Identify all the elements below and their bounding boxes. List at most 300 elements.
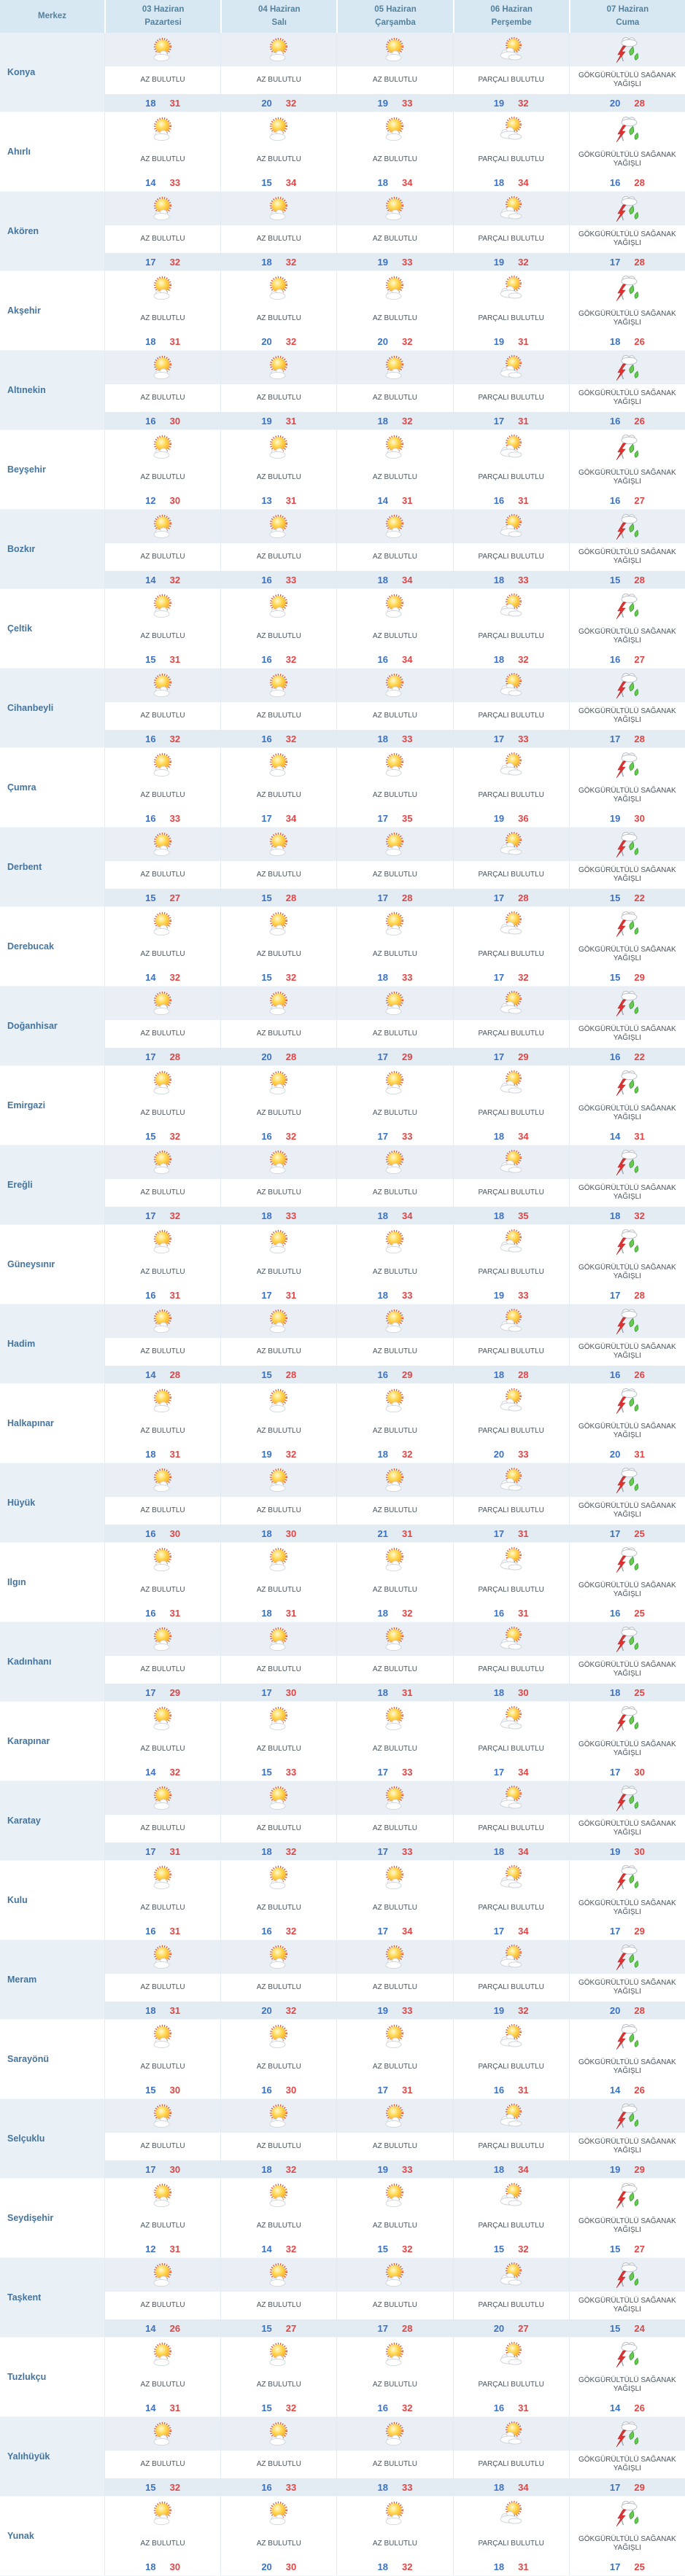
forecast-day-cell xyxy=(220,669,336,747)
day-name: Cuma xyxy=(616,17,640,27)
condition-label: PARÇALI BULUTLU xyxy=(454,543,569,571)
max-temperature: 30 xyxy=(169,2084,181,2096)
condition-label: GÖKGÜRÜLTÜLÜ SAĞANAK YAĞIŞLI xyxy=(570,2371,685,2399)
temperature-pair xyxy=(454,1763,569,1781)
max-temperature: 34 xyxy=(518,176,529,188)
temperature-pair xyxy=(337,1922,452,1939)
temperature-pair xyxy=(570,1842,685,1860)
temperature-pair xyxy=(454,1445,569,1463)
condition-label: PARÇALI BULUTLU xyxy=(454,941,569,968)
max-temperature: 33 xyxy=(169,812,181,824)
temperature-pair xyxy=(105,491,220,509)
min-temperature: 19 xyxy=(493,335,505,347)
forecast-day-cell xyxy=(220,351,336,429)
parcali-bulutlu-icon xyxy=(498,1468,525,1493)
temperature-pair xyxy=(105,1445,220,1463)
condition-label: GÖKGÜRÜLTÜLÜ SAĞANAK YAĞIŞLI xyxy=(570,1497,685,1525)
max-temperature: 29 xyxy=(634,2163,645,2175)
max-temperature: 32 xyxy=(285,2004,297,2016)
temperature-pair xyxy=(221,2399,336,2416)
forecast-day-cell xyxy=(569,2497,685,2575)
table-row xyxy=(0,2099,685,2179)
condition-label: AZ BULUTLU xyxy=(105,1020,220,1048)
max-temperature: 33 xyxy=(285,574,297,585)
az-bulutlu-icon xyxy=(150,594,176,618)
gokgurultulu-saganak-icon xyxy=(614,1705,641,1732)
min-temperature: 18 xyxy=(609,335,621,347)
az-bulutlu-icon xyxy=(150,1070,176,1095)
min-temperature: 17 xyxy=(145,1686,156,1698)
condition-label: AZ BULUTLU xyxy=(105,861,220,889)
min-temperature: 19 xyxy=(261,1448,272,1460)
max-temperature: 30 xyxy=(169,494,181,506)
min-temperature: 17 xyxy=(377,812,388,824)
az-bulutlu-icon xyxy=(266,1070,292,1095)
temperature-pair xyxy=(221,1525,336,1542)
min-temperature: 18 xyxy=(377,1289,388,1301)
condition-label: PARÇALI BULUTLU xyxy=(454,2053,569,2081)
condition-label: PARÇALI BULUTLU xyxy=(454,1417,569,1445)
forecast-day-cell xyxy=(453,2417,569,2496)
temperature-pair xyxy=(105,2081,220,2098)
forecast-day-cell xyxy=(104,1940,220,2019)
min-temperature: 18 xyxy=(493,653,505,665)
min-temperature: 14 xyxy=(377,494,388,506)
min-temperature: 15 xyxy=(261,971,272,983)
min-temperature: 14 xyxy=(145,971,156,983)
az-bulutlu-icon xyxy=(266,673,292,698)
min-temperature: 14 xyxy=(145,1369,156,1380)
temperature-pair xyxy=(337,2478,452,2496)
gokgurultulu-saganak-icon xyxy=(614,2340,641,2368)
max-temperature: 33 xyxy=(518,733,529,744)
district-cell xyxy=(0,1940,104,2019)
max-temperature: 25 xyxy=(634,1528,645,1539)
max-temperature: 32 xyxy=(285,1448,297,1460)
condition-label: AZ BULUTLU xyxy=(221,305,336,332)
table-row xyxy=(0,1940,685,2020)
max-temperature: 28 xyxy=(518,892,529,903)
forecast-day-cell xyxy=(220,2099,336,2178)
day-date: 06 Haziran xyxy=(490,4,533,14)
condition-label: AZ BULUTLU xyxy=(337,2451,452,2478)
max-temperature: 32 xyxy=(169,971,181,983)
temperature-pair xyxy=(221,571,336,588)
forecast-day-cell xyxy=(569,2417,685,2496)
district-cell xyxy=(0,1861,104,1939)
temperature-pair xyxy=(454,2160,569,2178)
district-cell xyxy=(0,33,104,112)
max-temperature: 32 xyxy=(285,733,297,744)
forecast-day-cell xyxy=(336,1225,452,1304)
gokgurultulu-saganak-icon xyxy=(614,195,641,222)
temperature-pair xyxy=(454,1048,569,1065)
min-temperature: 17 xyxy=(609,1289,621,1301)
az-bulutlu-icon xyxy=(150,1150,176,1175)
condition-label: PARÇALI BULUTLU xyxy=(454,861,569,889)
forecast-day-cell xyxy=(336,2099,452,2178)
temperature-pair xyxy=(105,2558,220,2575)
condition-label: AZ BULUTLU xyxy=(337,1258,452,1286)
temperature-pair xyxy=(105,2319,220,2337)
max-temperature: 32 xyxy=(634,1210,645,1221)
table-row xyxy=(0,1384,685,1463)
max-temperature: 26 xyxy=(634,2402,645,2413)
condition-label: GÖKGÜRÜLTÜLÜ SAĞANAK YAĞIŞLI xyxy=(570,1815,685,1842)
min-temperature: 20 xyxy=(377,335,388,347)
condition-label: AZ BULUTLU xyxy=(105,2292,220,2319)
condition-label: AZ BULUTLU xyxy=(337,2053,452,2081)
district-name: Çumra xyxy=(7,782,36,793)
condition-label: AZ BULUTLU xyxy=(105,1179,220,1207)
district-cell xyxy=(0,2179,104,2257)
forecast-day-cell xyxy=(104,33,220,112)
min-temperature: 13 xyxy=(261,494,272,506)
district-cell xyxy=(0,1463,104,1542)
forecast-day-cell xyxy=(453,2497,569,2575)
condition-label: AZ BULUTLU xyxy=(337,1894,452,1922)
forecast-day-cell xyxy=(336,589,452,668)
max-temperature: 28 xyxy=(169,1369,181,1380)
table-row xyxy=(0,1463,685,1543)
forecast-day-cell xyxy=(336,1066,452,1145)
condition-label: AZ BULUTLU xyxy=(105,1100,220,1127)
az-bulutlu-icon xyxy=(266,911,292,936)
min-temperature: 16 xyxy=(261,1925,272,1937)
temperature-pair xyxy=(337,1525,452,1542)
max-temperature: 32 xyxy=(285,653,297,665)
az-bulutlu-icon xyxy=(266,594,292,618)
parcali-bulutlu-icon xyxy=(498,991,525,1016)
condition-label: AZ BULUTLU xyxy=(337,1576,452,1604)
table-body xyxy=(0,33,685,2576)
temperature-pair xyxy=(105,1525,220,1542)
forecast-day-cell xyxy=(336,1622,452,1701)
parcali-bulutlu-icon xyxy=(498,673,525,698)
district-name: Selçuklu xyxy=(7,2133,45,2144)
max-temperature: 31 xyxy=(285,1289,297,1301)
max-temperature: 30 xyxy=(634,1845,645,1857)
condition-label: AZ BULUTLU xyxy=(221,66,336,94)
az-bulutlu-icon xyxy=(266,276,292,300)
min-temperature: 17 xyxy=(493,1051,505,1062)
min-temperature: 18 xyxy=(377,2561,388,2572)
min-temperature: 16 xyxy=(609,176,621,188)
gokgurultulu-saganak-icon xyxy=(614,592,641,620)
max-temperature: 27 xyxy=(634,494,645,506)
forecast-day-cell xyxy=(104,669,220,747)
condition-label: AZ BULUTLU xyxy=(221,1100,336,1127)
forecast-day-cell xyxy=(336,987,452,1065)
temperature-pair xyxy=(337,650,452,668)
district-cell xyxy=(0,987,104,1065)
forecast-day-cell xyxy=(569,1384,685,1463)
condition-label: GÖKGÜRÜLTÜLÜ SAĞANAK YAĞIŞLI xyxy=(570,225,685,253)
condition-label: PARÇALI BULUTLU xyxy=(454,2292,569,2319)
condition-label: AZ BULUTLU xyxy=(337,1338,452,1366)
min-temperature: 17 xyxy=(493,971,505,983)
column-header-day-5 xyxy=(569,0,685,33)
max-temperature: 28 xyxy=(401,2322,413,2334)
min-temperature: 15 xyxy=(261,892,272,903)
gokgurultulu-saganak-icon xyxy=(614,1466,641,1494)
temperature-pair xyxy=(337,1207,452,1224)
condition-label: PARÇALI BULUTLU xyxy=(454,1735,569,1763)
district-name: Konya xyxy=(7,67,36,77)
max-temperature: 34 xyxy=(401,1210,413,1221)
condition-label: AZ BULUTLU xyxy=(337,702,452,730)
condition-label: AZ BULUTLU xyxy=(105,1417,220,1445)
temperature-pair xyxy=(105,2478,220,2496)
forecast-day-cell xyxy=(220,510,336,588)
forecast-day-cell xyxy=(569,1940,685,2019)
forecast-day-cell xyxy=(336,1463,452,1542)
gokgurultulu-saganak-icon xyxy=(614,115,641,143)
min-temperature: 15 xyxy=(609,971,621,983)
condition-label: AZ BULUTLU xyxy=(221,2530,336,2558)
parcali-bulutlu-icon xyxy=(498,1229,525,1254)
max-temperature: 28 xyxy=(285,892,297,903)
table-row xyxy=(0,1066,685,1145)
az-bulutlu-icon xyxy=(382,2421,408,2446)
max-temperature: 31 xyxy=(169,1448,181,1460)
condition-label: GÖKGÜRÜLTÜLÜ SAĞANAK YAĞIŞLI xyxy=(570,2133,685,2160)
forecast-day-cell xyxy=(569,748,685,827)
max-temperature: 33 xyxy=(401,97,413,109)
condition-label: AZ BULUTLU xyxy=(105,2530,220,2558)
max-temperature: 31 xyxy=(169,653,181,665)
min-temperature: 16 xyxy=(609,1607,621,1619)
temperature-pair xyxy=(454,2081,569,2098)
min-temperature: 16 xyxy=(145,733,156,744)
max-temperature: 34 xyxy=(285,176,297,188)
max-temperature: 31 xyxy=(169,1845,181,1857)
forecast-day-cell xyxy=(336,2258,452,2337)
condition-label: PARÇALI BULUTLU xyxy=(454,1020,569,1048)
district-cell xyxy=(0,907,104,986)
forecast-day-cell xyxy=(220,1861,336,1939)
forecast-day-cell xyxy=(220,1145,336,1224)
forecast-day-cell xyxy=(104,1702,220,1781)
condition-label: AZ BULUTLU xyxy=(337,623,452,650)
day-name: Salı xyxy=(271,17,287,27)
forecast-day-cell xyxy=(220,1702,336,1781)
min-temperature: 16 xyxy=(261,733,272,744)
max-temperature: 35 xyxy=(401,812,413,824)
max-temperature: 24 xyxy=(634,2322,645,2334)
condition-label: AZ BULUTLU xyxy=(105,543,220,571)
temperature-pair xyxy=(454,650,569,668)
min-temperature: 14 xyxy=(609,2084,621,2096)
day-name: Pazartesi xyxy=(144,17,182,27)
table-row xyxy=(0,2338,685,2417)
temperature-pair xyxy=(454,174,569,191)
az-bulutlu-icon xyxy=(266,1865,292,1890)
min-temperature: 17 xyxy=(377,1925,388,1937)
min-temperature: 18 xyxy=(493,1686,505,1698)
min-temperature: 18 xyxy=(609,1686,621,1698)
az-bulutlu-icon xyxy=(382,1150,408,1175)
min-temperature: 19 xyxy=(609,812,621,824)
parcali-bulutlu-icon xyxy=(498,1547,525,1572)
condition-label: AZ BULUTLU xyxy=(105,623,220,650)
condition-label: GÖKGÜRÜLTÜLÜ SAĞANAK YAĞIŞLI xyxy=(570,1338,685,1366)
max-temperature: 31 xyxy=(518,1528,529,1539)
condition-label: AZ BULUTLU xyxy=(105,702,220,730)
temperature-pair xyxy=(570,1445,685,1463)
temperature-pair xyxy=(221,2240,336,2257)
parcali-bulutlu-icon xyxy=(498,2501,525,2526)
condition-label: AZ BULUTLU xyxy=(221,861,336,889)
condition-label: AZ BULUTLU xyxy=(105,305,220,332)
az-bulutlu-icon xyxy=(382,196,408,221)
min-temperature: 16 xyxy=(377,653,388,665)
min-temperature: 16 xyxy=(261,2481,272,2493)
district-name: Yunak xyxy=(7,2531,34,2541)
temperature-pair xyxy=(454,491,569,509)
min-temperature: 18 xyxy=(493,2561,505,2572)
max-temperature: 29 xyxy=(634,1925,645,1937)
forecast-day-cell xyxy=(569,1702,685,1781)
forecast-day-cell xyxy=(104,2179,220,2257)
condition-label: GÖKGÜRÜLTÜLÜ SAĞANAK YAĞIŞLI xyxy=(570,464,685,491)
temperature-pair xyxy=(337,2319,452,2337)
temperature-pair xyxy=(454,2478,569,2496)
min-temperature: 17 xyxy=(377,2322,388,2334)
max-temperature: 31 xyxy=(169,97,181,109)
forecast-day-cell xyxy=(104,1304,220,1383)
min-temperature: 20 xyxy=(609,2004,621,2016)
temperature-pair xyxy=(570,412,685,429)
temperature-pair xyxy=(337,332,452,350)
max-temperature: 28 xyxy=(401,892,413,903)
min-temperature: 16 xyxy=(609,653,621,665)
temperature-pair xyxy=(337,1048,452,1065)
temperature-pair xyxy=(570,1922,685,1939)
min-temperature: 18 xyxy=(261,1845,272,1857)
az-bulutlu-icon xyxy=(150,2024,176,2049)
min-temperature: 19 xyxy=(261,415,272,427)
gokgurultulu-saganak-icon xyxy=(614,1943,641,1971)
condition-label: AZ BULUTLU xyxy=(105,1815,220,1842)
condition-label: AZ BULUTLU xyxy=(105,464,220,491)
district-name: Akşehir xyxy=(7,306,41,316)
min-temperature: 15 xyxy=(145,1130,156,1142)
temperature-pair xyxy=(454,2399,569,2416)
min-temperature: 18 xyxy=(377,971,388,983)
az-bulutlu-icon xyxy=(150,1547,176,1572)
temperature-pair xyxy=(337,2081,452,2098)
condition-label: AZ BULUTLU xyxy=(105,1338,220,1366)
min-temperature: 18 xyxy=(377,1210,388,1221)
condition-label: AZ BULUTLU xyxy=(221,1179,336,1207)
max-temperature: 30 xyxy=(169,415,181,427)
min-temperature: 14 xyxy=(261,2243,272,2254)
az-bulutlu-icon xyxy=(150,2262,176,2287)
temperature-pair xyxy=(337,1445,452,1463)
condition-label: GÖKGÜRÜLTÜLÜ SAĞANAK YAĞIŞLI xyxy=(570,861,685,889)
condition-label: AZ BULUTLU xyxy=(337,2371,452,2399)
min-temperature: 21 xyxy=(377,1528,388,1539)
az-bulutlu-icon xyxy=(150,2104,176,2128)
max-temperature: 35 xyxy=(518,1210,529,1221)
min-temperature: 15 xyxy=(145,2084,156,2096)
min-temperature: 18 xyxy=(377,2481,388,2493)
az-bulutlu-icon xyxy=(150,832,176,857)
temperature-pair xyxy=(221,1684,336,1701)
min-temperature: 18 xyxy=(145,2004,156,2016)
max-temperature: 30 xyxy=(285,2084,297,2096)
gokgurultulu-saganak-icon xyxy=(614,2102,641,2130)
max-temperature: 31 xyxy=(518,335,529,347)
az-bulutlu-icon xyxy=(150,196,176,221)
district-name: Cihanbeyli xyxy=(7,703,54,713)
table-row xyxy=(0,748,685,828)
condition-label: AZ BULUTLU xyxy=(105,1894,220,1922)
min-temperature: 19 xyxy=(493,2004,505,2016)
forecast-day-cell xyxy=(569,907,685,986)
forecast-day-cell xyxy=(220,2417,336,2496)
district-cell xyxy=(0,2020,104,2098)
temperature-pair xyxy=(570,2240,685,2257)
forecast-day-cell xyxy=(453,987,569,1065)
max-temperature: 27 xyxy=(634,2243,645,2254)
min-temperature: 16 xyxy=(261,1130,272,1142)
min-temperature: 20 xyxy=(609,97,621,109)
forecast-day-cell xyxy=(569,351,685,429)
min-temperature: 18 xyxy=(261,1607,272,1619)
temperature-pair xyxy=(570,1366,685,1383)
parcali-bulutlu-icon xyxy=(498,594,525,618)
min-temperature: 15 xyxy=(609,2243,621,2254)
max-temperature: 31 xyxy=(634,1448,645,1460)
parcali-bulutlu-icon xyxy=(498,1706,525,1731)
table-row xyxy=(0,589,685,669)
temperature-pair xyxy=(221,1286,336,1304)
max-temperature: 30 xyxy=(169,1528,181,1539)
temperature-pair xyxy=(454,1604,569,1622)
min-temperature: 12 xyxy=(145,494,156,506)
az-bulutlu-icon xyxy=(382,1865,408,1890)
condition-label: PARÇALI BULUTLU xyxy=(454,66,569,94)
az-bulutlu-icon xyxy=(150,1388,176,1413)
az-bulutlu-icon xyxy=(266,1150,292,1175)
forecast-day-cell xyxy=(569,2020,685,2098)
max-temperature: 33 xyxy=(518,1448,529,1460)
forecast-day-cell xyxy=(104,589,220,668)
min-temperature: 18 xyxy=(493,574,505,585)
forecast-day-cell xyxy=(104,112,220,191)
district-cell xyxy=(0,192,104,271)
max-temperature: 33 xyxy=(401,1845,413,1857)
min-temperature: 15 xyxy=(261,2402,272,2413)
max-temperature: 25 xyxy=(634,1607,645,1619)
temperature-pair xyxy=(105,1922,220,1939)
az-bulutlu-icon xyxy=(266,514,292,539)
condition-label: AZ BULUTLU xyxy=(105,1576,220,1604)
min-temperature: 17 xyxy=(261,1686,272,1698)
min-temperature: 17 xyxy=(609,2481,621,2493)
forecast-day-cell xyxy=(453,1781,569,1860)
max-temperature: 31 xyxy=(169,1925,181,1937)
district-cell xyxy=(0,1622,104,1701)
max-temperature: 33 xyxy=(285,1210,297,1221)
temperature-pair xyxy=(105,889,220,906)
max-temperature: 32 xyxy=(518,971,529,983)
max-temperature: 26 xyxy=(634,415,645,427)
district-cell xyxy=(0,589,104,668)
condition-label: AZ BULUTLU xyxy=(221,464,336,491)
